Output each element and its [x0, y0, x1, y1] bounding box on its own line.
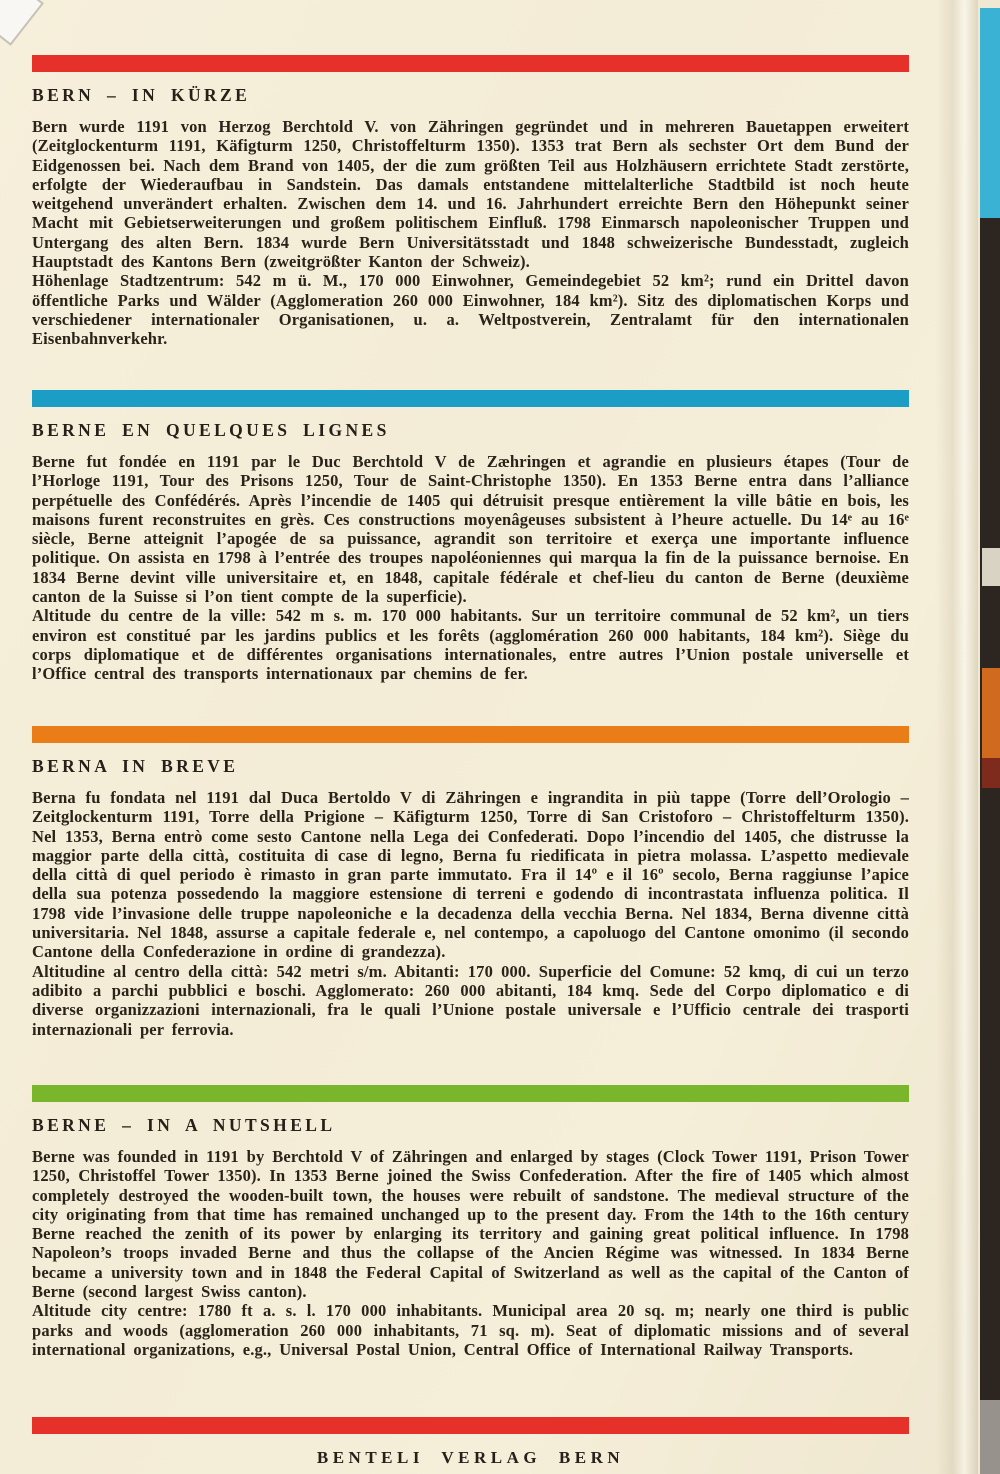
divider-bar-orange — [32, 726, 909, 743]
section-french — [32, 390, 909, 684]
scan-edge-red-patch — [982, 758, 1000, 788]
publisher-imprint: BENTELI VERLAG BERN — [316, 1448, 625, 1467]
section-heading-french: BERNE EN QUELQUES LIGNES — [32, 420, 390, 440]
paragraph-french-facts: Altitude du centre de la ville: 542 m s. m. 170 000 habitants. Sur un territoire communal de 52 km², un tiers environ est constitué par les jardins publics et les forêts (agglomération 260 000 habitants, 184 km²). Siège du corps diplomatique et de différentes organisations internationales, entre autres l’Union postale universelle et l’Office central des transports internationaux par chemins de fer. — [32, 606, 909, 684]
paragraph-english-history: Berne was founded in 1191 by Berchtold V of Zähringen and enlarged by stages (Clock Tower 1191, Prison Tower 1250, Christoffel Tower 1350). In 1353 Berne joined the Swiss Confederation. After the fire of 1405 which almost completely destroyed the wooden-built town, the houses were rebuilt of sandstone. The medieval structure of the city originating from that time has remained unchanged up to the present day. From the 14th to the 16th century Berne reached the zenith of its power by enlarging its territory and gaining great political influence. In 1798 Napoleon’s troops invaded Berne and thus the collapse of the Ancien Régime was witnessed. In 1834 Berne became a university town and in 1848 the Federal Capital of Switzerland as well as the capital of the Canton of Berne (second largest Swiss canton). — [32, 1147, 909, 1302]
section-heading-english: BERNE – IN A NUTSHELL — [32, 1115, 336, 1135]
paragraph-english-facts: Altitude city centre: 1780 ft a. s. l. 170 000 inhabitants. Municipal area 20 sq. m; nearly one third is public parks and woods (agglomeration 260 000 inhabitants, 71 sq. m). Seat of diplomatic missions and of several international organizations, e.g., Universal Postal Union, Central Office of International Railway Transports. — [32, 1301, 909, 1359]
section-heading-italian: BERNA IN BREVE — [32, 756, 239, 776]
section-english — [32, 1085, 909, 1359]
paragraph-french-history: Berne fut fondée en 1191 par le Duc Berchtold V de Zæhringen et agrandie en plusieurs étapes (Tour de l’Horloge 1191, Tour des Prisons 1250, Tour de Saint-Christophe 1350). En 1353 Berne entra dans l’alliance perpétuelle des Confédérés. Après l’incendie de 1405 qui détruisit presque entièrement la ville bâtie en bois, les maisons furent reconstruites en grès. Ces constructions moyenâgeuses subsistent à l’heure actuelle. Du 14ᵉ au 16ᵉ siècle, Berne atteignit l’apogée de sa puissance, agrandit son territoire et exerça une importante influence politique. On assista en 1798 à l’entrée des troupes napoléoniennes qui marqua la fin de la puissance bernoise. En 1834 Berne devint ville universitaire et, en 1848, capitale fédérale et chef-lieu du canton de Berne (deuxième canton de la Suisse si l’on tient compte de la superficie). — [32, 452, 909, 607]
scan-edge-gray-patch — [980, 1400, 1000, 1474]
torn-paper-artifact — [0, 0, 44, 46]
section-german — [32, 55, 909, 349]
paragraph-italian-facts: Altitudine al centro della città: 542 metri s/m. Abitanti: 170 000. Superficie del Comune: 52 kmq, di cui un terzo adibito a parchi pubblici e boschi. Agglomerato: 260 000 abitanti, 184 kmq. Sede del Corpo diplomatico e di diverse organizzazioni internazionali, fra le quali l’Unione postale universale e l’Ufficio centrale dei trasporti internazionali per ferrovia. — [32, 961, 909, 1039]
divider-bar-red-bottom — [32, 1417, 909, 1434]
paragraph-italian-history: Berna fu fondata nel 1191 dal Duca Bertoldo V di Zähringen e ingrandita in più tappe (Torre dell’Orologio – Zeitglockenturm 1191, Torre della Prigione – Käfigturm 1250, Torre di San Cristoforo – Christoffelturm 1350). Nel 1353, Berna entrò come sesto Cantone nella Lega dei Confederati. Dopo l’incendio del 1405, che distrusse la maggior parte della città, costituita di case di legno, Berna fu riedificata in pietra molassa. L’aspetto medievale della città di quel periodo è rimasto in gran parte immutato. Fra il 14º e il 16º secolo, Berna raggiunse l’apice della sua potenza possedendo la maggiore estensione di terreni e godendo di incontrastata influenza politica. Il 1798 vide l’invasione delle truppe napoleoniche e la decadenza della vecchia Berna. Nel 1834, Berna divenne città universitaria. Nel 1848, assurse a capitale federale e, nel contempo, a capoluogo del Cantone omonimo (il secondo Cantone della Confederazione in ordine di grandezza). — [32, 788, 909, 962]
section-italian — [32, 726, 909, 1039]
scan-edge-sky-patch — [980, 8, 1000, 218]
paragraph-german-history: Bern wurde 1191 von Herzog Berchtold V. von Zähringen gegründet und in mehreren Bauetappen erweitert (Zeitglockenturm 1191, Käfigturm 1250, Christoffelturm 1350). 1353 trat Bern als sechster Ort dem Bund der Eidgenossen bei. Nach dem Brand von 1405, der die zum größten Teil aus Holzhäusern errichtete Stadt zerstörte, erfolgte der Wiederaufbau in Sandstein. Das damals entstandene mittelalterliche Stadtbild ist noch heute weitgehend unverändert erhalten. Zwischen dem 14. und 16. Jahrhundert erreichte Bern den Höhepunkt seiner Macht mit Gebietserweiterungen und großem politischem Einfluß. 1798 Einmarsch napoleonischer Truppen und Untergang des alten Bern. 1834 wurde Bern Universitätsstadt und 1848 schweizerische Bundesstadt, zugleich Hauptstadt des Kantons Bern (zweitgrößter Kanton der Schweiz). — [32, 117, 909, 272]
paragraph-german-facts: Höhenlage Stadtzentrum: 542 m ü. M., 170 000 Einwohner, Gemeindegebiet 52 km²; rund ein Drittel davon öffentliche Parks und Wälder (Agglomeration 260 000 Einwohner, 184 km²). Sitz des diplomatischen Korps und verschiedener internationaler Organisationen, u. a. Weltpostverein, Zentralamt für den internationalen Eisenbahnverkehr. — [32, 271, 909, 349]
cover-fold-shadow — [936, 0, 978, 1474]
divider-bar-red — [32, 55, 909, 72]
scan-edge-light-patch — [982, 548, 1000, 586]
scan-edge-orange-patch — [982, 668, 1000, 758]
divider-bar-green — [32, 1085, 909, 1102]
scan-edge-dark-patch — [980, 218, 1000, 1400]
section-heading-german: BERN – IN KÜRZE — [32, 85, 251, 105]
divider-bar-blue — [32, 390, 909, 407]
